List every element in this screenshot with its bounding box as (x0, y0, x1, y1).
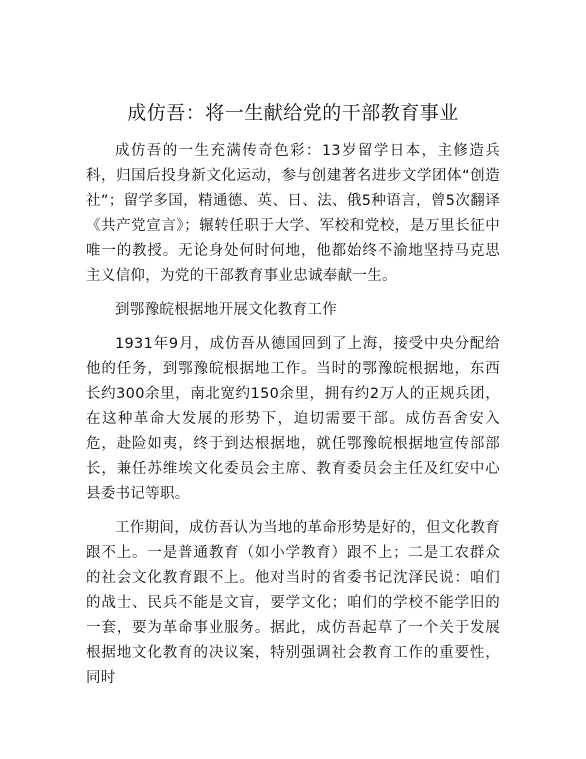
body-paragraph: 工作期间，成仿吾认为当地的革命形势是好的，但文化教育跟不上。一是普通教育（如小学教育）跟不上；二是工农群众的社会文化教育跟不上。他对当时的省委书记沈泽民说：咱们的战士、民兵不能是文盲，要学文化；咱们的学校不能学旧的一套，要为革命事业服务。据此，成仿吾起草了一个关于发展根据地文化教育的决议案，特别强调社会教育工作的重要性，同时 (86, 520, 500, 686)
section-heading: 到鄂豫皖根据地开展文化教育工作 (115, 302, 337, 318)
body-paragraph: 1931年9月，成仿吾从德国回到了上海，接受中央分配给他的任务，到鄂豫皖根据地工作。当时的鄂豫皖根据地，东西长约300余里，南北宽约150余里，拥有约2万人的正规兵团，在这种革命大发展的形势下，迫切需要干部。成仿吾舍安入危，赴险如夷，终于到达根据地，就任鄂豫皖根据地宣传部部长，兼任苏维埃文化委员会主席、教育委员会主任及红安中心县委书记等职。 (86, 336, 500, 502)
article-title: 成仿吾：将一生献给党的干部教育事业 (127, 102, 459, 124)
intro-paragraph: 成仿吾的一生充满传奇色彩：13岁留学日本，主修造兵科，归国后投身新文化运动，参与创建著名进步文学团体“创造社”；留学多国，精通德、英、日、法、俄5种语言，曾5次翻译《共产党宣言》；辗转任职于大学、军校和党校，是万里长征中唯一的教授。无论身处何时何地，他都始终不渝地坚持马克思主义信仰，为党的干部教育事业忠诚奉献一生。 (86, 143, 500, 284)
